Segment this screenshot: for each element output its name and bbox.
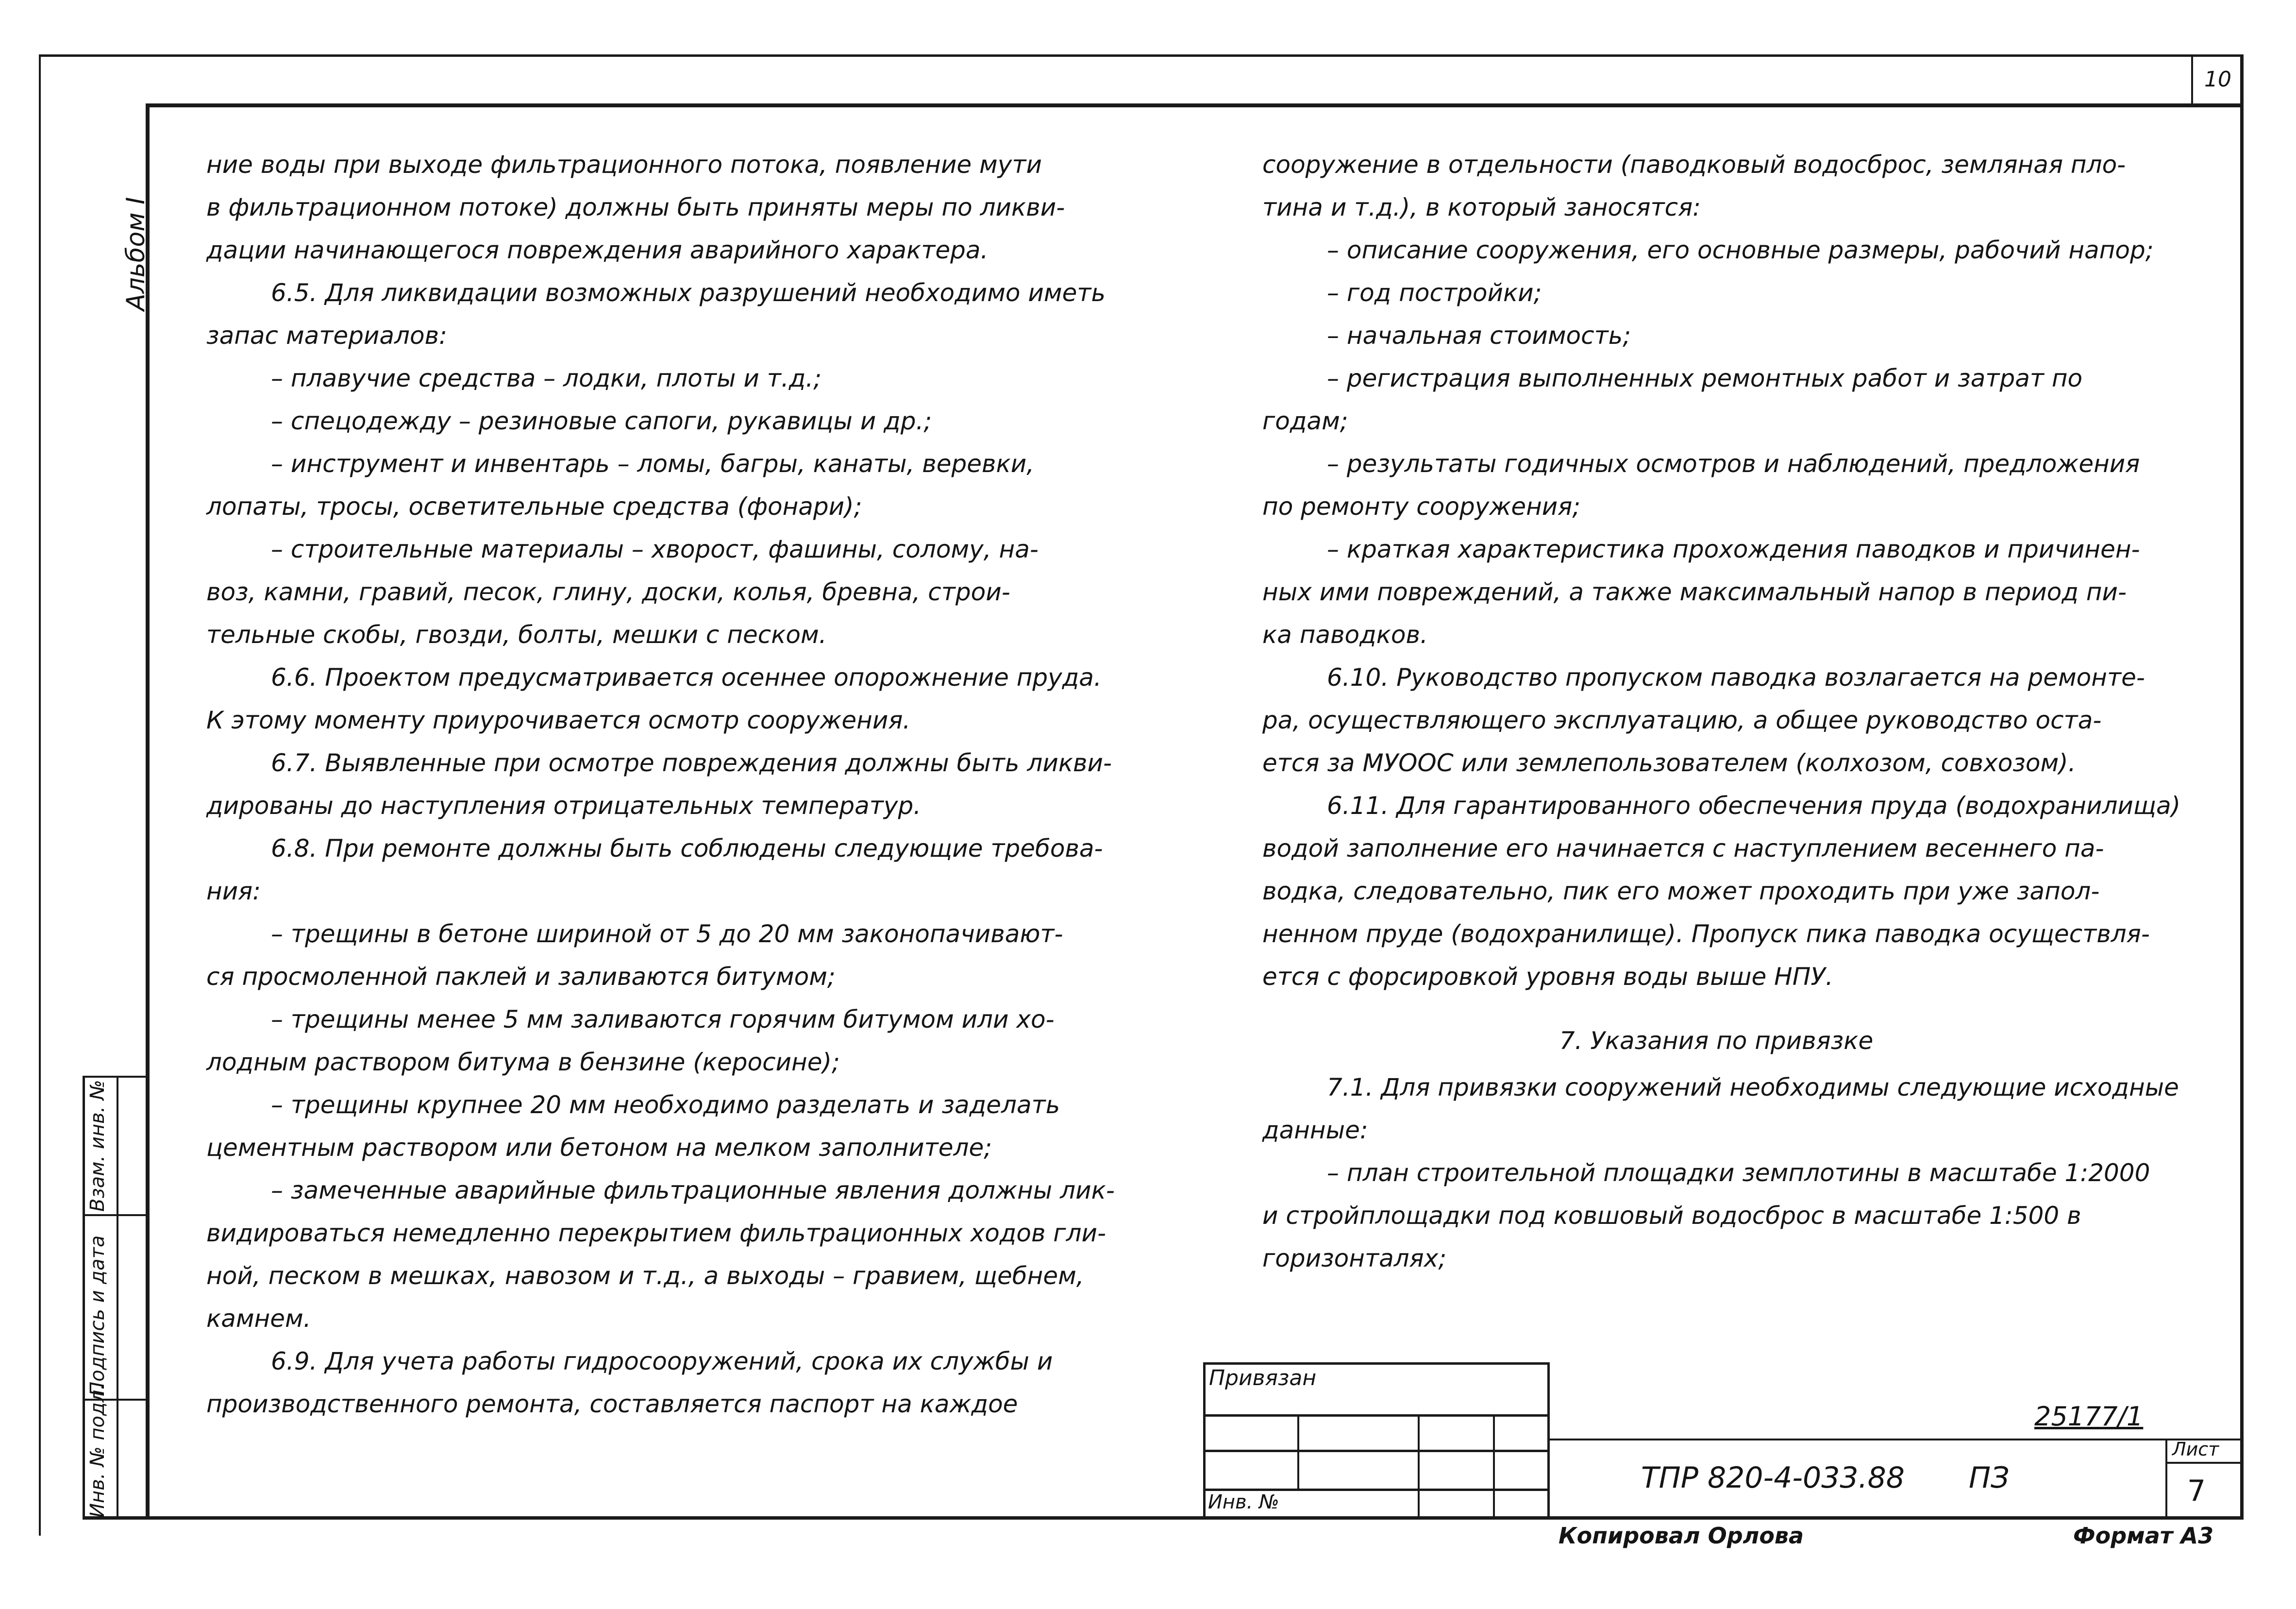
stamp-inv-no: Инв. № (1208, 1491, 1279, 1513)
text-line: дированы до наступления отрицательных температур. (206, 792, 922, 820)
side-stamp-div1 (83, 1214, 148, 1216)
text-line: по ремонту сооружения; (1262, 492, 1581, 521)
stamp-col-2 (1418, 1414, 1420, 1516)
text-line: ной, песком в мешках, навозом и т.д., а выходы – гравием, щебнем, (206, 1262, 1084, 1290)
stamp-box-top (1203, 1362, 1550, 1365)
title-block-top (1547, 1439, 2244, 1440)
text-line: данные: (1262, 1116, 1368, 1144)
text-line: К этому моменту приурочивается осмотр сооружения. (206, 706, 911, 734)
side-stamp-vzam-inv: Взам. инв. № (86, 1080, 109, 1212)
text-line: воз, камни, гравий, песок, глину, доски, колья, бревна, строи- (206, 578, 1010, 606)
sheet-box-divider (2165, 1462, 2243, 1464)
paragraph-6-11: 6.11. Для гарантированного обеспечения пруда (водохранилища) (1327, 792, 2181, 820)
document-section: ПЗ (1969, 1461, 2010, 1495)
outer-frame-left (39, 54, 41, 1536)
paragraph-6-7: 6.7. Выявленные при осмотре повреждения должны быть ликви- (271, 749, 1112, 777)
list-item: – трещины менее 5 мм заливаются горячим битумом или хо- (271, 1005, 1055, 1033)
section-7-heading: 7. Указания по привязке (1559, 1027, 1874, 1055)
right-column (1262, 143, 2229, 1280)
text-line: цементным раствором или бетоном на мелком заполнителе; (206, 1134, 992, 1162)
inner-frame-left (146, 103, 150, 1519)
text-line: ется за МУООС или землепользователем (колхозом, совхозом). (1262, 749, 2076, 777)
list-item: – спецодежду – резиновые сапоги, рукавицы и др.; (271, 407, 932, 435)
list-item: – замеченные аварийные фильтрационные явления должны лик- (271, 1176, 1115, 1204)
archive-number: 25177/1 (2034, 1401, 2144, 1432)
stamp-box-left (1203, 1362, 1206, 1518)
side-stamp-left (83, 1076, 85, 1519)
copied-by: Копировал Орлова (1559, 1523, 1804, 1549)
text-line: видироваться немедленно перекрытием фильтрационных ходов гли- (206, 1219, 1106, 1247)
list-item: – план строительной площадки земплотины в масштабе 1:2000 (1327, 1159, 2150, 1187)
left-column (206, 143, 1168, 1425)
paper-format: Формат А3 (2073, 1523, 2214, 1549)
text-line: водой заполнение его начинается с наступлением весеннего па- (1262, 834, 2104, 863)
text-line: тельные скобы, гвозди, болты, мешки с песком. (206, 621, 827, 649)
text-line: ся просмоленной паклей и заливаются битумом; (206, 963, 836, 991)
list-item: – описание сооружения, его основные размеры, рабочий напор; (1327, 236, 2154, 264)
text-line: годам; (1262, 407, 1348, 435)
stamp-row-1 (1203, 1414, 1550, 1417)
text-line: ненном пруде (водохранилище). Пропуск пика паводка осуществля- (1262, 920, 2150, 948)
list-item: – год постройки; (1327, 279, 1542, 307)
paragraph-6-8: 6.8. При ремонте должны быть соблюдены следующие требова- (271, 834, 1103, 863)
list-item: – краткая характеристика прохождения паводков и причинен- (1327, 535, 2140, 563)
list-item: – результаты годичных осмотров и наблюдений, предложения (1327, 450, 2140, 478)
text-line: тина и т.д.), в который заносятся: (1262, 193, 1701, 221)
text-line: ние воды при выходе фильтрационного потока, появление мути (206, 151, 1042, 179)
paragraph-6-5: 6.5. Для ликвидации возможных разрушений необходимо иметь (271, 279, 1106, 307)
text-line: ка паводков. (1262, 621, 1428, 649)
paragraph-6-6: 6.6. Проектом предусматривается осеннее опорожнение пруда. (271, 663, 1102, 692)
text-line: ных ими повреждений, а также максимальный напор в период пи- (1262, 578, 2127, 606)
text-line: сооружение в отдельности (паводковый водосброс, земляная пло- (1262, 151, 2126, 179)
list-item: – плавучие средства – лодки, плоты и т.д.; (271, 364, 822, 392)
text-line: производственного ремонта, составляется паспорт на каждое (206, 1390, 1018, 1418)
document-code: ТПР 820-4-033.88 (1641, 1461, 1905, 1495)
paragraph-6-10: 6.10. Руководство пропуском паводка возлагается на ремонте- (1327, 663, 2145, 692)
corner-page-number: 10 (2204, 67, 2231, 92)
text-line: ется с форсировкой уровня воды выше НПУ. (1262, 963, 1833, 991)
sheet-box-left (2165, 1439, 2167, 1519)
paragraph-6-9: 6.9. Для учета работы гидросооружений, срока их службы и (271, 1347, 1053, 1375)
inner-frame-bottom (83, 1516, 2244, 1520)
side-stamp-inv-orig: Инв. № подл. (86, 1384, 109, 1518)
inner-frame-right (2240, 54, 2244, 1519)
side-stamp-mid (117, 1076, 118, 1519)
text-line: лодным раствором битума в бензине (керосине); (206, 1048, 840, 1076)
text-line: в фильтрационном потоке) должны быть приняты меры по ликви- (206, 193, 1065, 221)
corner-box-left (2191, 54, 2193, 107)
text-line: ра, осуществляющего эксплуатацию, а общее руководство оста- (1262, 706, 2102, 734)
stamp-col-1 (1297, 1414, 1299, 1490)
sheet-label: Лист (2172, 1439, 2219, 1460)
stamp-row-2 (1203, 1450, 1550, 1452)
album-label: Альбом I (121, 197, 151, 311)
text-line: горизонталях; (1262, 1244, 1447, 1272)
list-item: – строительные материалы – хворост, фашины, солому, на- (271, 535, 1039, 563)
text-line: дации начинающегося повреждения аварийного характера. (206, 236, 989, 264)
side-stamp-top (83, 1076, 148, 1078)
text-line: и стройплощадки под ковшовый водосброс в масштабе 1:500 в (1262, 1202, 2081, 1230)
list-item: – трещины в бетоне шириной от 5 до 20 мм законопачивают- (271, 920, 1063, 948)
stamp-privyazan: Привязан (1209, 1366, 1317, 1390)
text-line: запас материалов: (206, 322, 447, 350)
list-item: – трещины крупнее 20 мм необходимо разделать и заделать (271, 1091, 1060, 1119)
list-item: – инструмент и инвентарь – ломы, багры, канаты, веревки, (271, 450, 1035, 478)
list-item: – начальная стоимость; (1327, 322, 1631, 350)
sheet-number: 7 (2187, 1474, 2206, 1508)
side-stamp-sign-date: Подпись и дата (86, 1235, 109, 1396)
inner-frame-top (148, 103, 2244, 107)
list-item: – регистрация выполненных ремонтных работ и затрат по (1327, 364, 2083, 392)
text-line: камнем. (206, 1304, 311, 1333)
outer-frame-top (39, 54, 2241, 57)
paragraph-7-1: 7.1. Для привязки сооружений необходимы следующие исходные (1327, 1073, 2179, 1101)
text-line: ния: (206, 877, 261, 905)
text-line: водка, следовательно, пик его может проходить при уже запол- (1262, 877, 2100, 905)
stamp-col-3 (1493, 1414, 1495, 1516)
text-line: лопаты, тросы, осветительные средства (фонари); (206, 492, 862, 521)
